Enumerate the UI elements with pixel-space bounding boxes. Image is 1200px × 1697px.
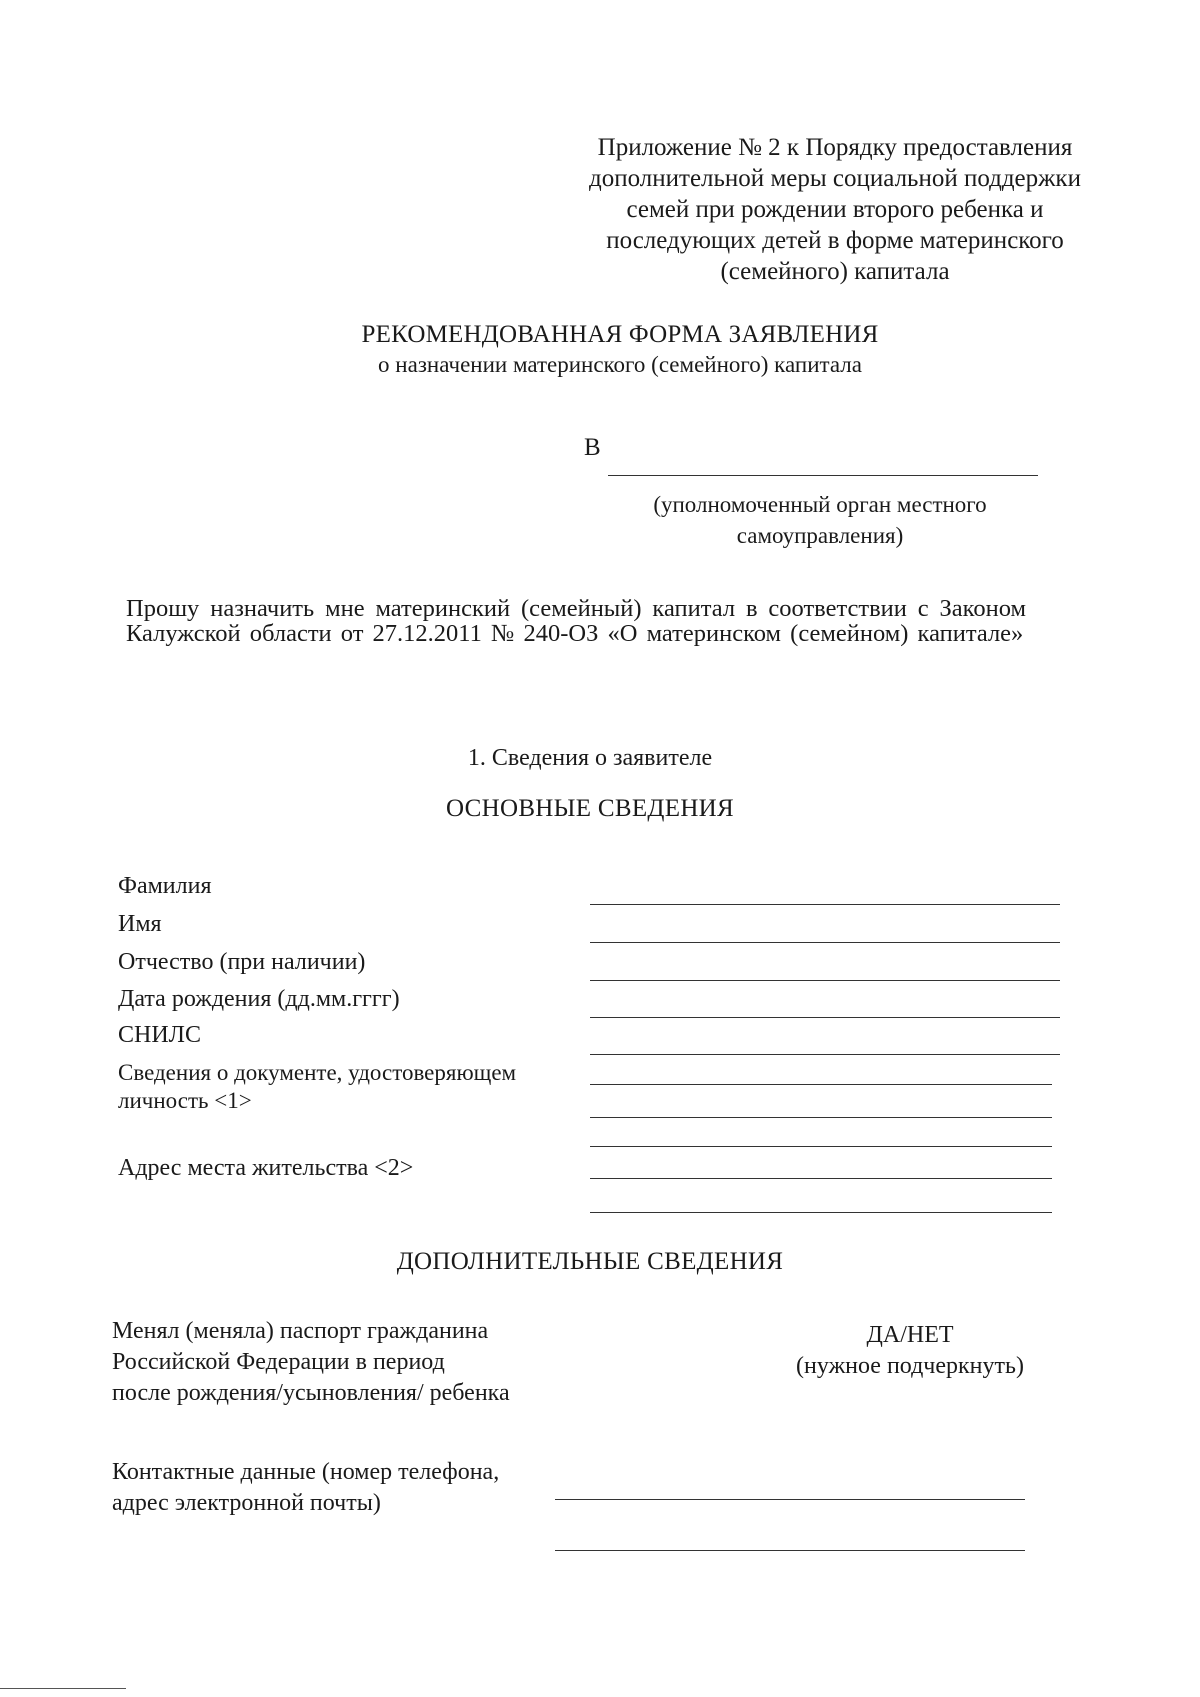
passport-question-line: Менял (меняла) паспорт гражданина [112,1318,489,1344]
snils-label: СНИЛС [118,1022,201,1048]
patronymic-label: Отчество (при наличии) [118,949,366,975]
snils-field[interactable] [590,1054,1060,1055]
main-info-heading: ОСНОВНЫЕ СВЕДЕНИЯ [445,795,735,822]
request-paragraph: Прошу назначить мне материнский (семейный) капитал в соответствии с Законом Калужской области от 27.12.2011 № 240-ОЗ «О материнском (семейном) капитале» [126,595,1026,647]
appendix-line: дополнительной меры социальной поддержки [589,165,1081,192]
addressee-caption-line: (уполномоченный орган местного [653,492,987,517]
appendix-line: последующих детей в форме материнского [606,227,1064,254]
passport-change-question [112,1316,632,1409]
passport-question-line: Российской Федерации в период [112,1349,445,1375]
yes-no-hint: (нужное подчеркнуть) [796,1353,1024,1379]
birth-date-field[interactable] [590,1017,1060,1018]
appendix-line: (семейного) капитала [720,258,950,285]
id-document-label-line2: личность <1> [118,1088,252,1113]
name-field[interactable] [590,942,1060,943]
birth-date-label: Дата рождения (дд.мм.гггг) [118,986,400,1012]
address-field[interactable] [590,1146,1052,1147]
address-label: Адрес места жительства <2> [118,1155,414,1181]
yes-no-choice [760,1320,1060,1382]
contacts-label [112,1457,612,1519]
addressee-caption-line: самоуправления) [736,523,904,548]
address-field[interactable] [590,1212,1052,1213]
appendix-line: семей при рождении второго ребенка и [626,196,1044,223]
address-field[interactable] [590,1178,1052,1179]
form-subtitle: о назначении материнского (семейного) капитала [378,352,862,377]
addressee-field[interactable] [608,475,1038,476]
contacts-label-line: адрес электронной почты) [112,1490,381,1516]
name-label: Имя [118,911,162,937]
id-document-field[interactable] [590,1117,1052,1118]
passport-question-line: после рождения/усыновления/ ребенка [112,1380,510,1406]
section-title: 1. Сведения о заявителе [467,745,713,771]
surname-label: Фамилия [118,873,212,899]
contacts-field[interactable] [555,1550,1025,1551]
form-title: РЕКОМЕНДОВАННАЯ ФОРМА ЗАЯВЛЕНИЯ [361,321,879,348]
id-document-label-line1: Сведения о документе, удостоверяющем [118,1060,517,1085]
additional-info-heading: ДОПОЛНИТЕЛЬНЫЕ СВЕДЕНИЯ [396,1248,784,1275]
addressee-prefix: В [584,434,601,461]
yes-no-option[interactable]: ДА/НЕТ [866,1322,954,1348]
appendix-line: Приложение № 2 к Порядку предоставления [597,134,1073,161]
patronymic-field[interactable] [590,980,1060,981]
id-document-field[interactable] [590,1084,1052,1085]
surname-field[interactable] [590,904,1060,905]
footnote-separator [0,1688,126,1689]
contacts-label-line: Контактные данные (номер телефона, [112,1459,500,1485]
contacts-field[interactable] [555,1499,1025,1500]
appendix-header [555,132,1115,287]
addressee-caption [600,489,1040,551]
